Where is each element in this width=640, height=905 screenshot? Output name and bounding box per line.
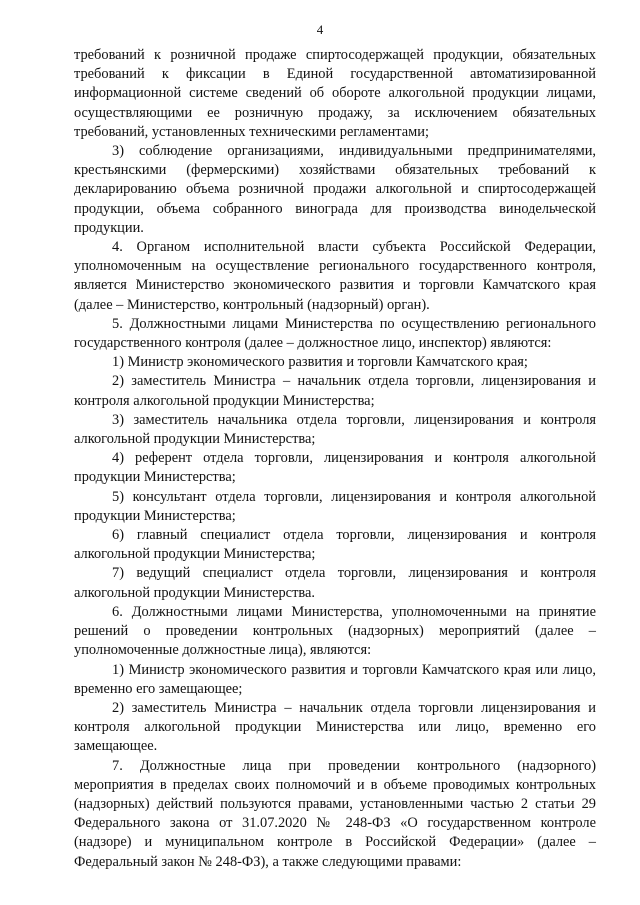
paragraph: 6. Должностными лицами Министерства, уполномоченными на принятие решений о проведении контрольных (надзорных) мероприятий (далее – уполномоченные должностные лица), являются: — [74, 603, 596, 659]
paragraph: 4) референт отдела торговли, лицензирования и контроля алкогольной продукции Министерства; — [74, 450, 596, 486]
paragraph: 3) соблюдение организациями, индивидуальными предпринимателями, крестьянскими (фермерскими) хозяйствами обязательных требований к декларированию объема розничной продажи алкогольной и спиртосодержащей продукции, объема собранного винограда для производства винодельческой продукции. — [74, 143, 596, 236]
paragraph: 3) заместитель начальника отдела торговли, лицензирования и контроля алкогольной продукции Министерства; — [74, 411, 596, 448]
paragraph: 2) заместитель Министра – начальник отдела торговли лицензирования и контроля алкогольной продукции Министерства или лицо, временно его замещающее. — [74, 699, 596, 755]
paragraph: требований к розничной продаже спиртосодержащей продукции, обязательных требований к фиксации в Единой государственной автоматизированной информационной системе сведений об обороте алкогольной продукции лицами, осуществляющими ее розничную продажу, за исключением обязательных требований, установленных техническими регламентами; — [74, 47, 596, 140]
paragraph: 7. Должностные лица при проведении контрольного (надзорного) мероприятия в пределах своих полномочий и в объеме проводимых контрольных (надзорных) действий пользуются правами, установленными частью 2 статьи 29 Федерального закона от 31.07.2020 № 248-ФЗ «О государственном контроле (надзоре) и муниципальном контроле в Российской Федерации» (далее – Федеральный закон № 248-ФЗ), а также следующими правами: — [74, 757, 596, 870]
paragraph: 7) ведущий специалист отдела торговли, лицензирования и контроля алкогольной продукции Министерства. — [74, 565, 596, 601]
paragraph: 5) консультант отдела торговли, лицензирования и контроля алкогольной продукции Министерства; — [74, 488, 596, 524]
page-number: 4 — [316, 22, 324, 37]
paragraph: 1) Министр экономического развития и торговли Камчатского края или лицо, временно его замещающее; — [74, 661, 596, 697]
paragraph: 5. Должностными лицами Министерства по осуществлению регионального государственного контроля (далее – должностное лицо, инспектор) являются: — [74, 315, 596, 352]
paragraph: 4. Органом исполнительной власти субъекта Российской Федерации, уполномоченным на осуществление регионального государственного контроля, является Министерство экономического развития и торговли Камчатского края (далее – Министерство, контрольный (надзорный) орган). — [74, 239, 596, 313]
paragraph: 2) заместитель Министра – начальник отдела торговли, лицензирования и контроля алкогольной продукции Министерства; — [74, 373, 596, 409]
paragraph: 1) Министр экономического развития и торговли Камчатского края; — [112, 354, 528, 371]
paragraph: 6) главный специалист отдела торговли, лицензирования и контроля алкогольной продукции Министерства; — [74, 527, 596, 563]
document-body — [74, 46, 596, 872]
